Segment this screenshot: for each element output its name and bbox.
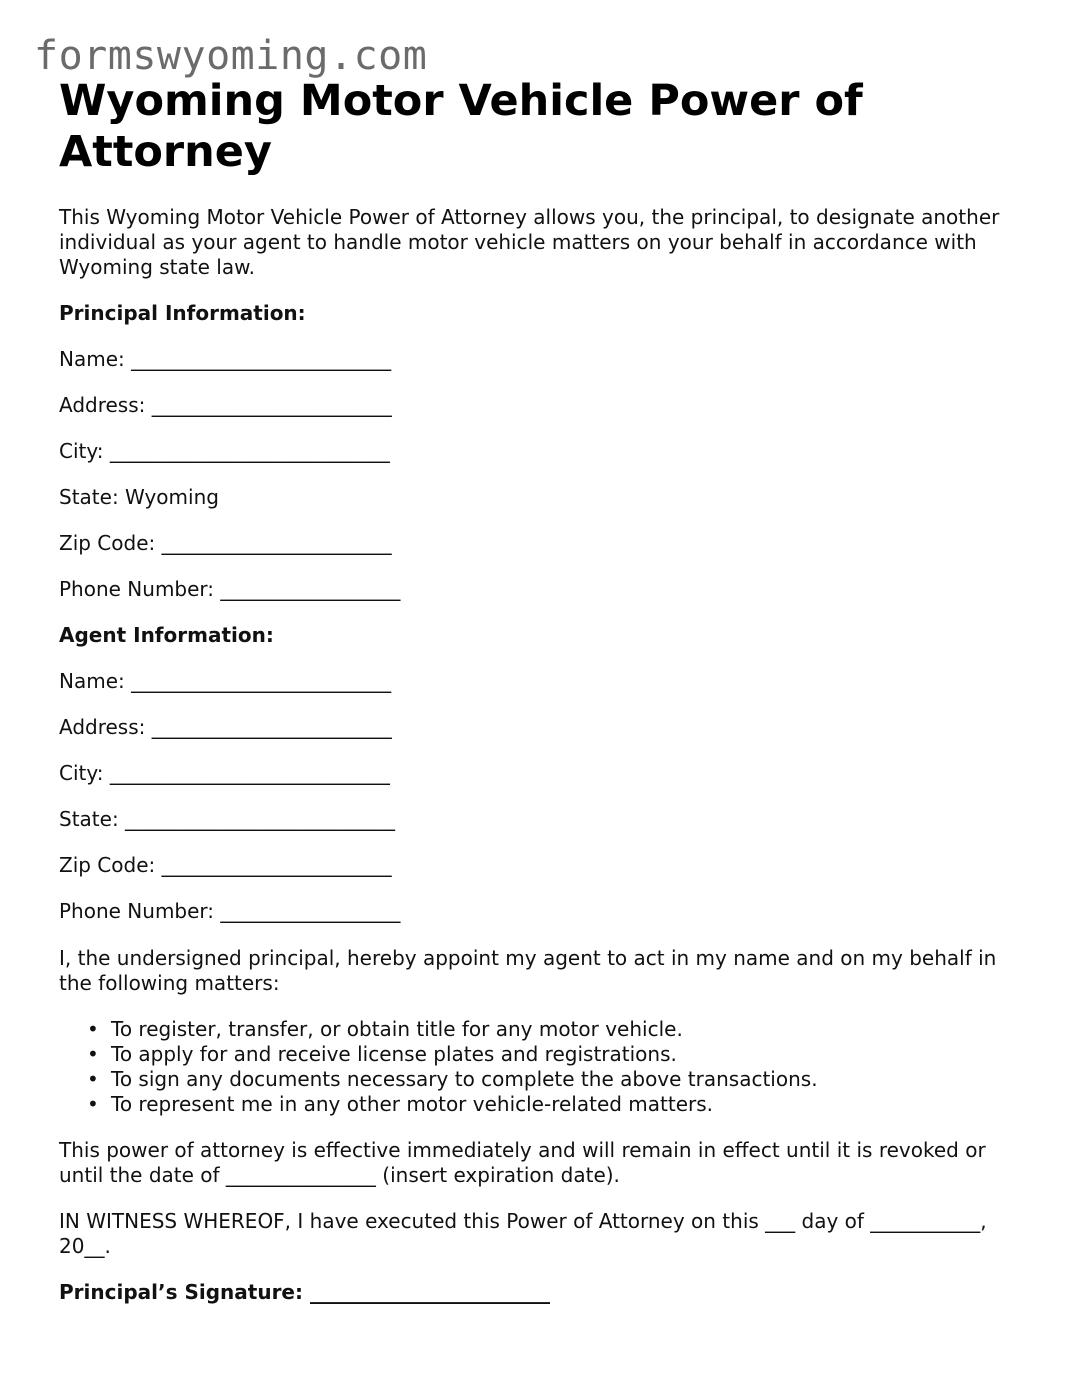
list-item: • To sign any documents necessary to complete the above transactions. (87, 1067, 818, 1091)
principal-address-field[interactable]: Address: ________________________ (59, 393, 392, 417)
list-item: • To register, transfer, or obtain title for any motor vehicle. (87, 1017, 683, 1041)
list-item: • To apply for and receive license plates and registrations. (87, 1042, 677, 1066)
appointment-paragraph: I, the undersigned principal, hereby appoint my agent to act in my name and on my behalf in the following matters: (59, 946, 997, 995)
principal-phone-field[interactable]: Phone Number: __________________ (59, 577, 401, 601)
site-watermark: formswyoming.com (34, 33, 428, 79)
list-item: • To represent me in any other motor vehicle-related matters. (87, 1092, 714, 1116)
bullet-icon: • (87, 1017, 99, 1041)
matters-list (59, 1017, 818, 1117)
effective-paragraph: This power of attorney is effective immediately and will remain in effect until it is revoked or until the date of _______________ (insert expiration date). (59, 1138, 986, 1187)
agent-name-field[interactable]: Name: __________________________ (59, 669, 392, 693)
agent-state-field[interactable]: State: ___________________________ (59, 807, 396, 831)
agent-address-field[interactable]: Address: ________________________ (59, 715, 392, 739)
bullet-icon: • (87, 1067, 99, 1091)
principal-zip-field[interactable]: Zip Code: _______________________ (59, 531, 392, 555)
agent-city-field[interactable]: City: ____________________________ (59, 761, 390, 785)
principal-state-value: State: Wyoming (59, 485, 219, 509)
agent-phone-field[interactable]: Phone Number: __________________ (59, 899, 401, 923)
witness-paragraph: IN WITNESS WHEREOF, I have executed this Power of Attorney on this ___ day of ___________, 20__. (59, 1209, 987, 1258)
principal-city-field[interactable]: City: ____________________________ (59, 439, 390, 463)
bullet-icon: • (87, 1042, 99, 1066)
bullet-icon: • (87, 1092, 99, 1116)
document-title: Wyoming Motor Vehicle Power of Attorney (59, 76, 863, 177)
principal-name-field[interactable]: Name: __________________________ (59, 347, 392, 371)
intro-paragraph: This Wyoming Motor Vehicle Power of Attorney allows you, the principal, to designate another individual as your agent to handle motor vehicle matters on your behalf in accordance with Wyoming state law. (59, 205, 1000, 279)
agent-heading: Agent Information: (59, 623, 274, 647)
agent-zip-field[interactable]: Zip Code: _______________________ (59, 853, 392, 877)
principal-signature-field[interactable]: Principal’s Signature: ________________________ (59, 1280, 550, 1304)
principal-heading: Principal Information: (59, 301, 306, 325)
